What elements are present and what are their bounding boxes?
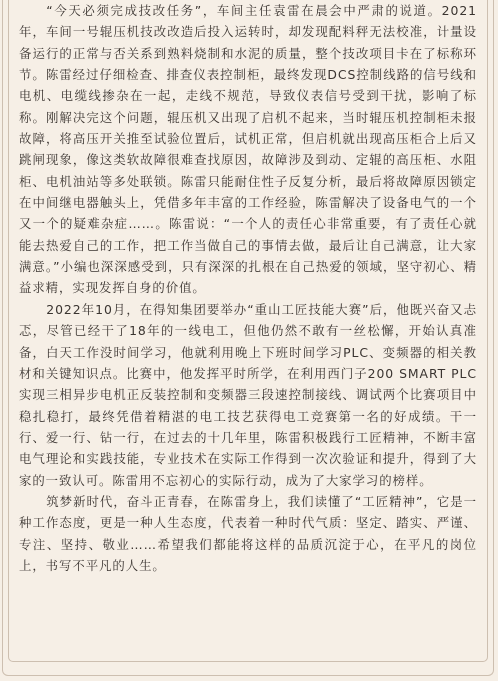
paragraph-3: 筑梦新时代，奋斗正青春，在陈雷身上，我们读懂了“工匠精神”，它是一种工作态度，更是一种人生态度，代表着一种时代气质：坚定、踏实、严谨、专注、坚持、敬业……希望我们都能将这样的品质沉淀于心，在平凡的岗位上，书写不平凡的人生。 xyxy=(19,493,477,573)
paragraph-2: 2022年10月，在得知集团要举办“重山工匠技能大赛”后，他既兴奋又忐忑，尽管已经干了18年的一线电工，但他仍然不敢有一丝松懈，开始认真准备，白天工作没时间学习，他就利用晚上下班时间学习PLC、变频器的相关教材和关键知识点。比赛中，他发挥平时所学，在利用西门子200 SMART PLC实现三相异步电机正反装控制和变频器三段速控制接线、调试两个比赛项目中稳扎稳打，最终凭借着精湛的电工技艺获得电工竞赛第一名的好成绩。干一行、爱一行、钻一行，在过去的十几年里，陈雷积极践行工匠精神，不断丰富电气理论和实践技能，专业技术在实际工作得到一次次验证和提升，得到了大家的一致认可。陈雷用不忘初心的实际行动，成为了大家学习的榜样。 xyxy=(19,301,477,488)
article-body xyxy=(8,0,488,662)
paragraph-1: “今天必须完成技改任务”，车间主任袁雷在晨会中严肃的说道。2021年，车间一号辊压机技改改造后投入运转时，却发现配料秤无法校准，计量设备运行的正常与否关系到熟料烧制和水泥的质量，整个技改项目卡在了标称环节。陈雷经过仔细检查、排查仪表控制柜，最终发现DCS控制线路的信号线和电机、电缆线掺杂在一起，走线不规范，导致仪表信号受到干扰，影响了标称。刚解决完这个问题，辊压机又出现了启机不起来，当时辊压机控制柜未报故障，将高压开关推至试验位置后，试机正常，但启机就出现高压柜合上后又跳闸现象，像这类软故障很难查找原因，故障涉及到动、定辊的高压柜、水阻柜、电机油站等多处联锁。陈雷只能耐住性子反复分析，最后将故障原因锁定在中间继电器触头上，凭借多年丰富的工作经验，陈雷解决了设备电气的一个又一个的疑难杂症……。陈雷说：“一个人的责任心非常重要，有了责任心就能去热爱自己的工作，把工作当做自己的事情去做，最后让自己满意，让大家满意。”小编也深深感受到，只有深深的扎根在自己热爱的领域，坚守初心、精益求精，实现发挥自身的价值。 xyxy=(19,3,477,296)
page-frame xyxy=(2,0,494,676)
